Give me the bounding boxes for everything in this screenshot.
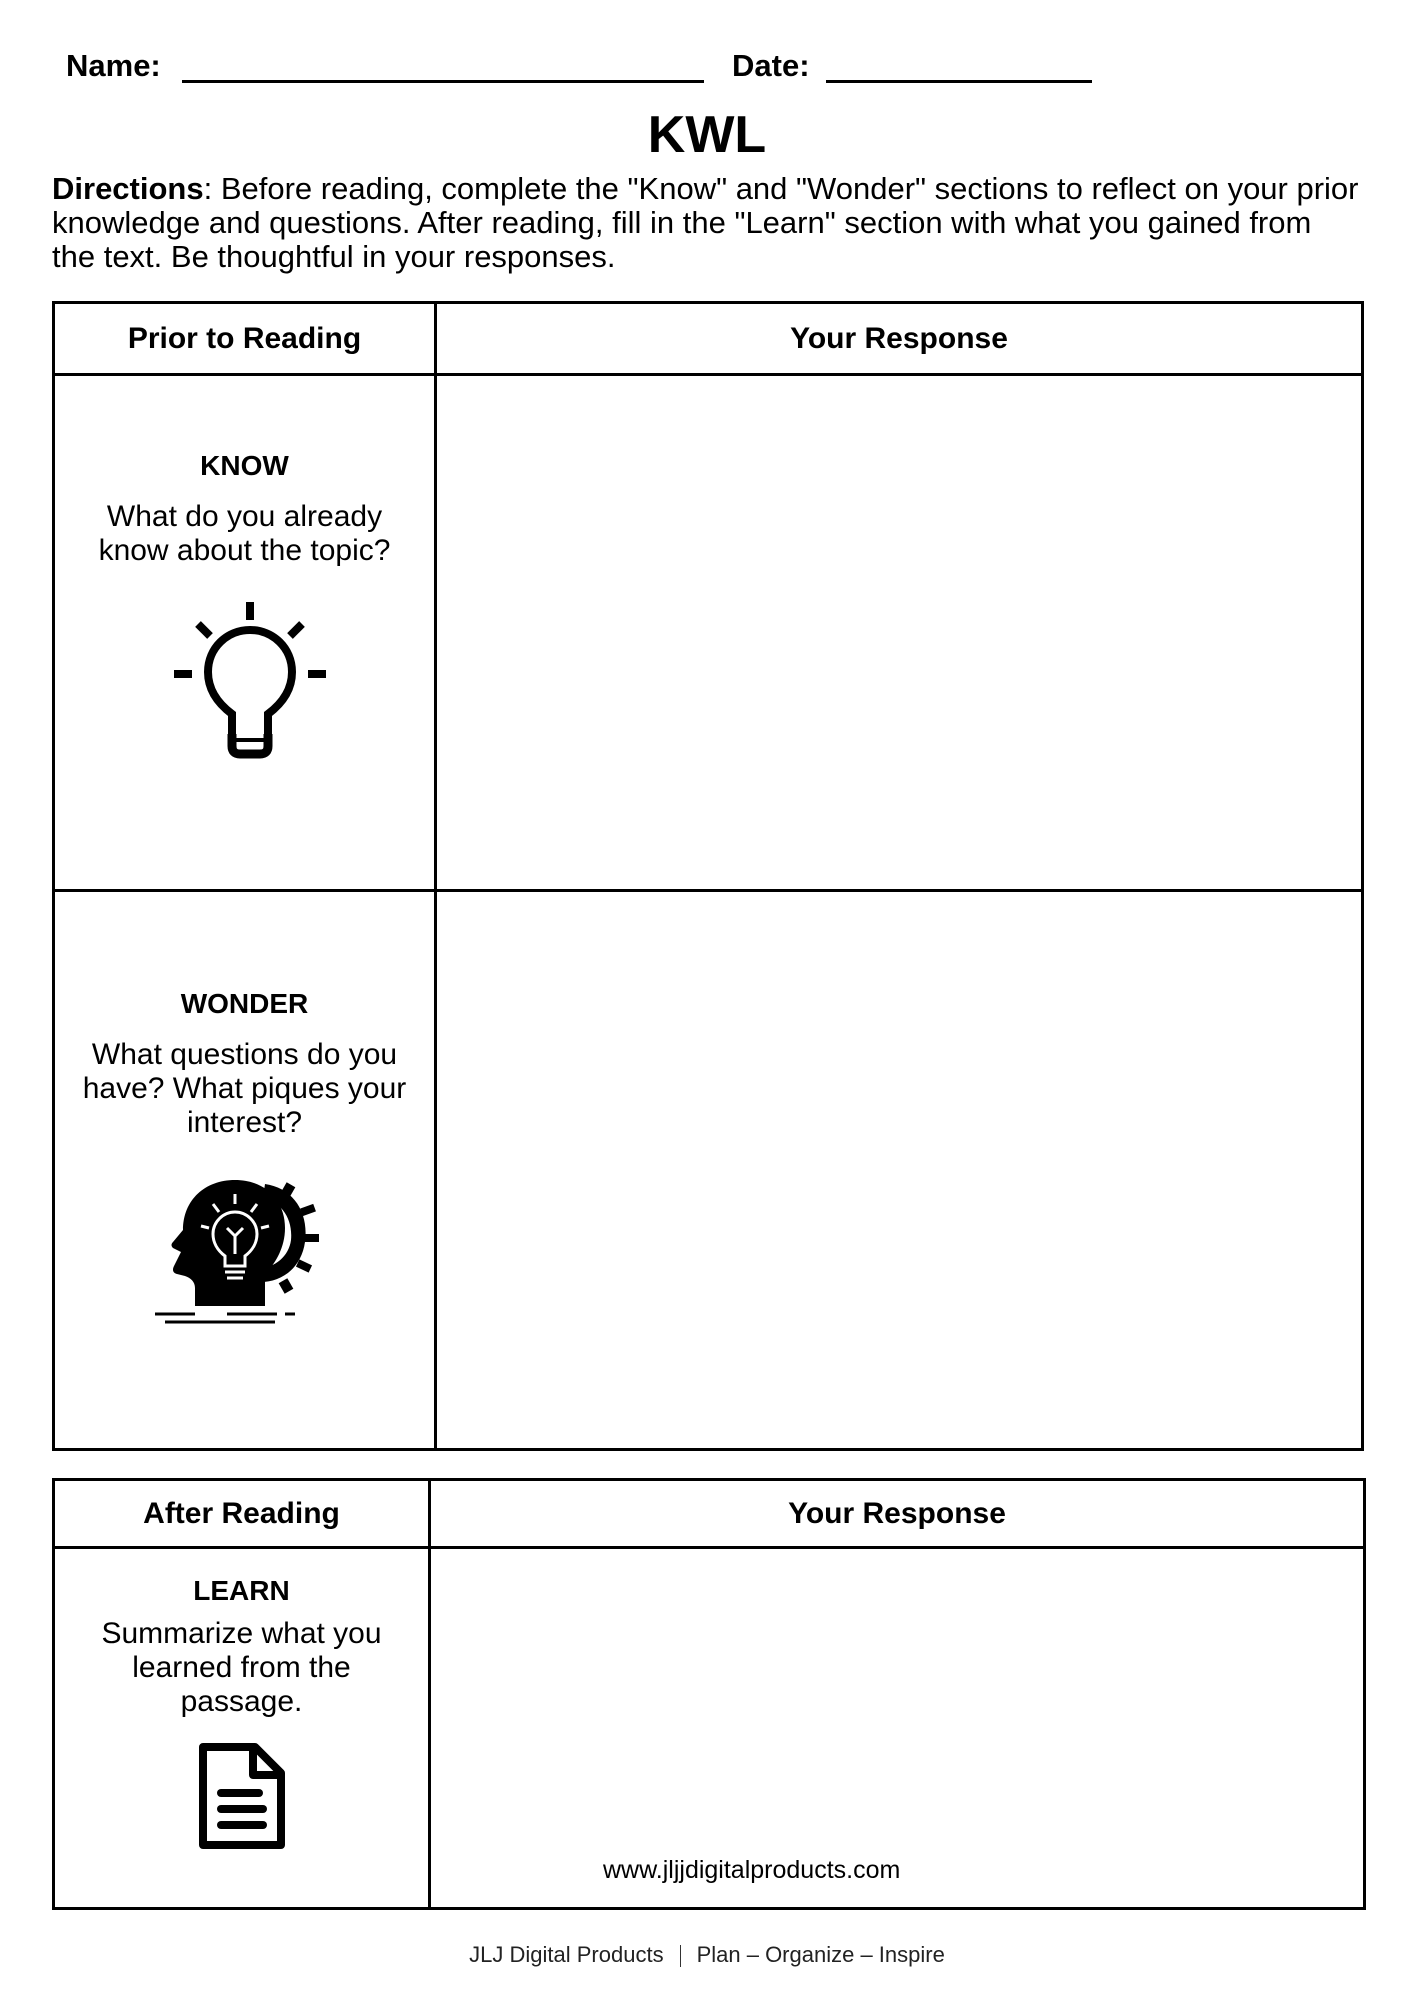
know-response-area[interactable] — [436, 375, 1363, 891]
name-label: Name: — [66, 48, 161, 83]
footer-tagline: Plan – Organize – Inspire — [696, 1942, 945, 1967]
footer-divider — [680, 1945, 681, 1967]
head-lightbulb-icon — [155, 1166, 335, 1331]
wonder-heading: WONDER — [180, 987, 309, 1019]
name-field[interactable] — [182, 80, 704, 83]
learn-cell — [54, 1548, 430, 1909]
learn-response-area[interactable] — [430, 1548, 1365, 1909]
after-reading-header: After Reading — [54, 1480, 430, 1548]
directions — [52, 172, 1362, 274]
footer — [0, 1942, 1414, 1968]
learn-prompt: Summarize what you learned from the passage. — [101, 1617, 382, 1718]
date-field[interactable] — [826, 80, 1092, 83]
know-heading: KNOW — [200, 450, 289, 481]
know-cell — [54, 375, 436, 891]
directions-text: : Before reading, complete the "Know" and "Wonder" sections to reflect on your prior knowledge and questions. After reading, fill in the "Learn" section with what you gained from the text. Be thoughtful in your responses. — [52, 171, 1359, 274]
footer-brand: JLJ Digital Products — [469, 1942, 664, 1967]
prior-to-reading-header: Prior to Reading — [54, 303, 436, 375]
wonder-prompt: What questions do you have? What piques your interest? — [82, 1037, 407, 1139]
know-prompt: What do you already know about the topic? — [98, 500, 391, 567]
page-title: KWL — [647, 106, 767, 164]
website-url: www.jljjdigitalproducts.com — [603, 1856, 901, 1884]
wonder-response-area[interactable] — [436, 891, 1363, 1450]
lightbulb-icon — [170, 596, 330, 771]
your-response-header: Your Response — [436, 303, 1363, 375]
directions-label: Directions — [52, 171, 204, 206]
after-reading-table — [52, 1478, 1366, 1910]
date-label: Date: — [732, 48, 810, 83]
before-reading-table — [52, 301, 1364, 1451]
document-icon — [197, 1741, 287, 1856]
your-response-header-after: Your Response — [430, 1480, 1365, 1548]
wonder-cell — [54, 891, 436, 1450]
learn-heading: LEARN — [193, 1575, 290, 1606]
